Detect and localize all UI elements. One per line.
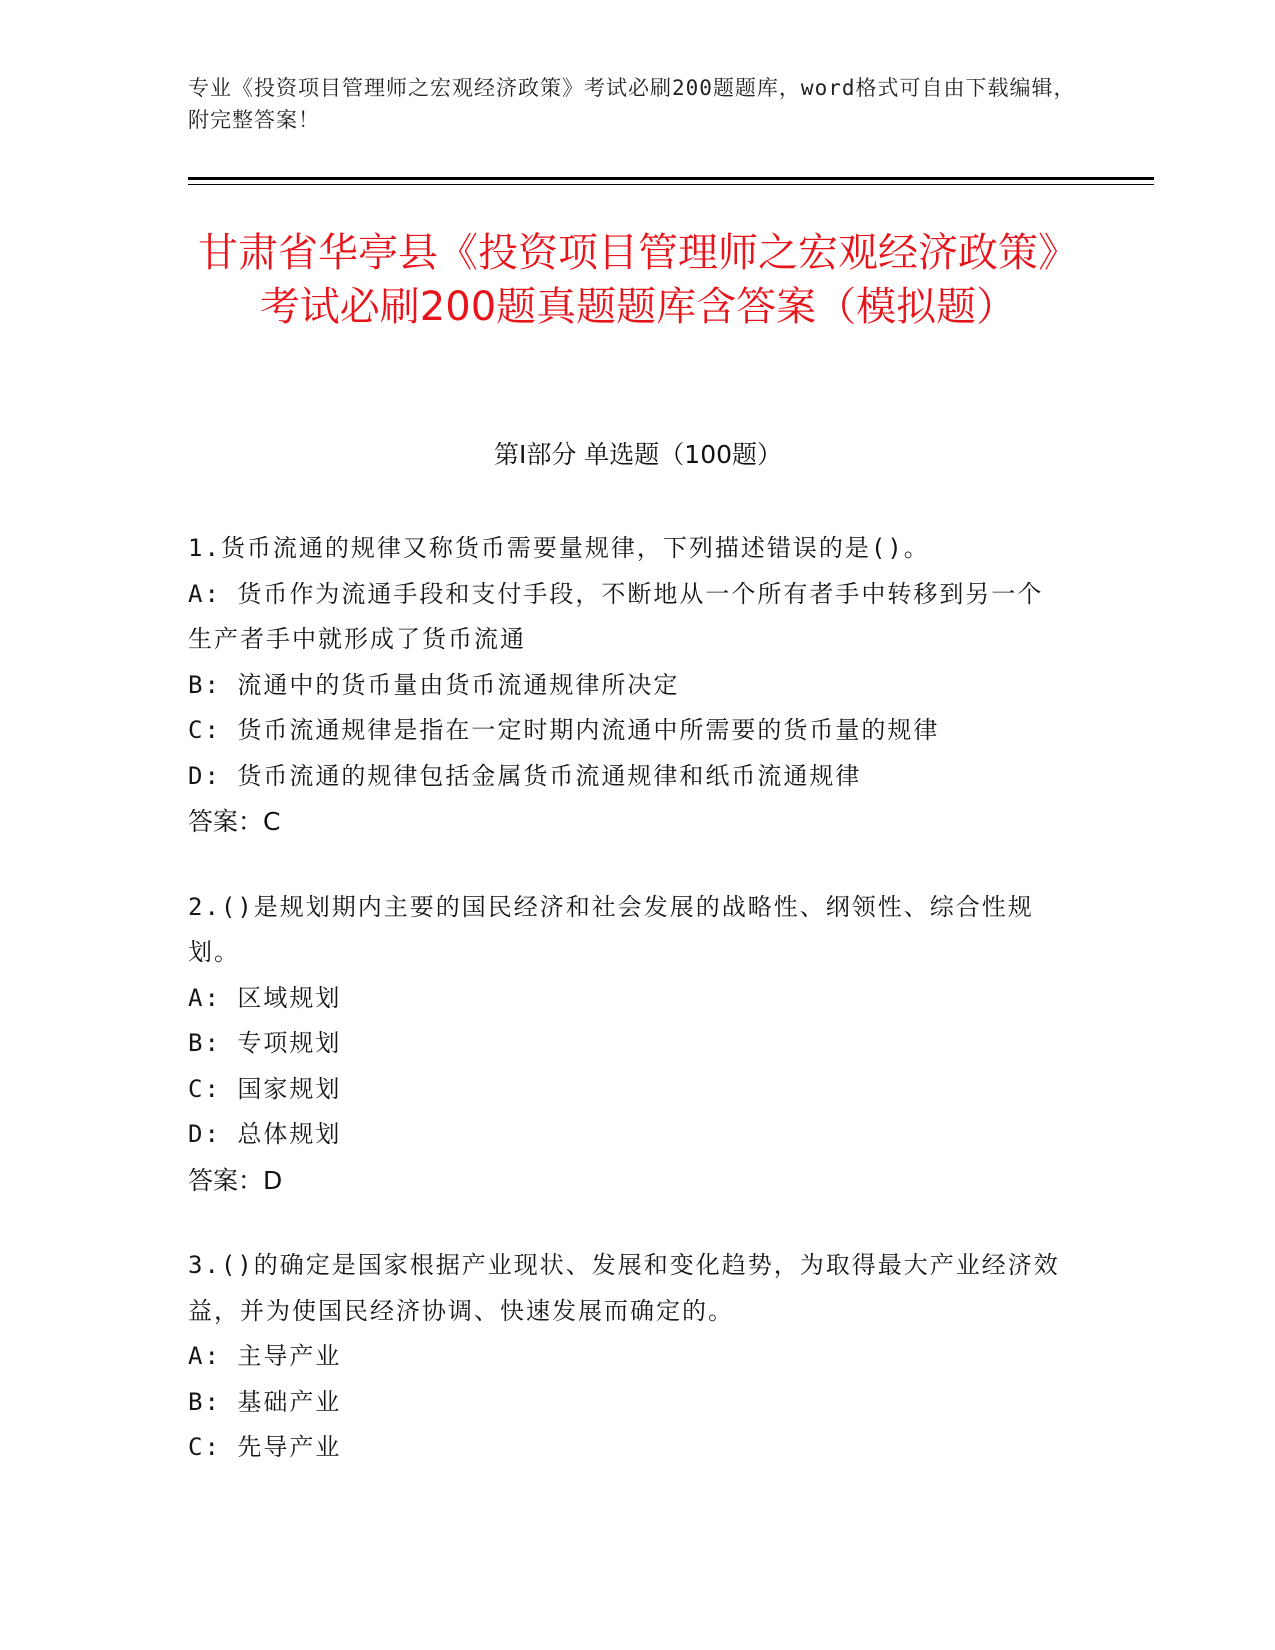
section-heading: 第I部分 单选题（100题） [493,440,783,469]
header-divider-thick [188,177,1154,180]
option-b: B: 专项规划 [188,1029,342,1057]
document-title: 甘肃省华亭县《投资项目管理师之宏观经济政策》考试必刷200题真题题库含答案（模拟题） [198,230,1078,330]
option-a: A: 主导产业 [188,1342,342,1370]
question-2 [188,885,1068,1204]
option-d: D: 总体规划 [188,1120,342,1148]
header-divider-thin [188,184,1154,185]
option-b: B: 基础产业 [188,1387,342,1416]
question-stem: 3.()的确定是国家根据产业现状、发展和变化趋势，为取得最大产业经济效益，并为使国民经济协调、快速发展而确定的。 [188,1251,1060,1325]
answer-line: 答案：C [188,807,281,836]
question-3 [188,1243,1068,1471]
question-list [188,526,1068,1511]
option-d: D: 货币流通的规律包括金属货币流通规律和纸币流通规律 [188,761,862,790]
question-stem: 2.()是规划期内主要的国民经济和社会发展的战略性、纲领性、综合性规划。 [188,892,1034,966]
option-a: A: 区域规划 [188,983,342,1012]
option-b: B: 流通中的货币量由货币流通规律所决定 [188,670,680,699]
option-a: A: 货币作为流通手段和支付手段，不断地从一个所有者手中转移到另一个生产者手中就形成了货币流通 [188,579,1044,653]
question-stem: 1.货币流通的规律又称货币需要量规律，下列描述错误的是()。 [188,534,930,562]
answer-line: 答案：D [188,1165,283,1195]
question-1 [188,526,1068,845]
option-c: C: 货币流通规律是指在一定时期内流通中所需要的货币量的规律 [188,716,940,744]
header-note: 专业《投资项目管理师之宏观经济政策》考试必刷200题题库，word格式可自由下载编辑，附完整答案！ [188,76,1076,132]
option-c: C: 先导产业 [188,1433,342,1461]
option-c: C: 国家规划 [188,1074,342,1103]
